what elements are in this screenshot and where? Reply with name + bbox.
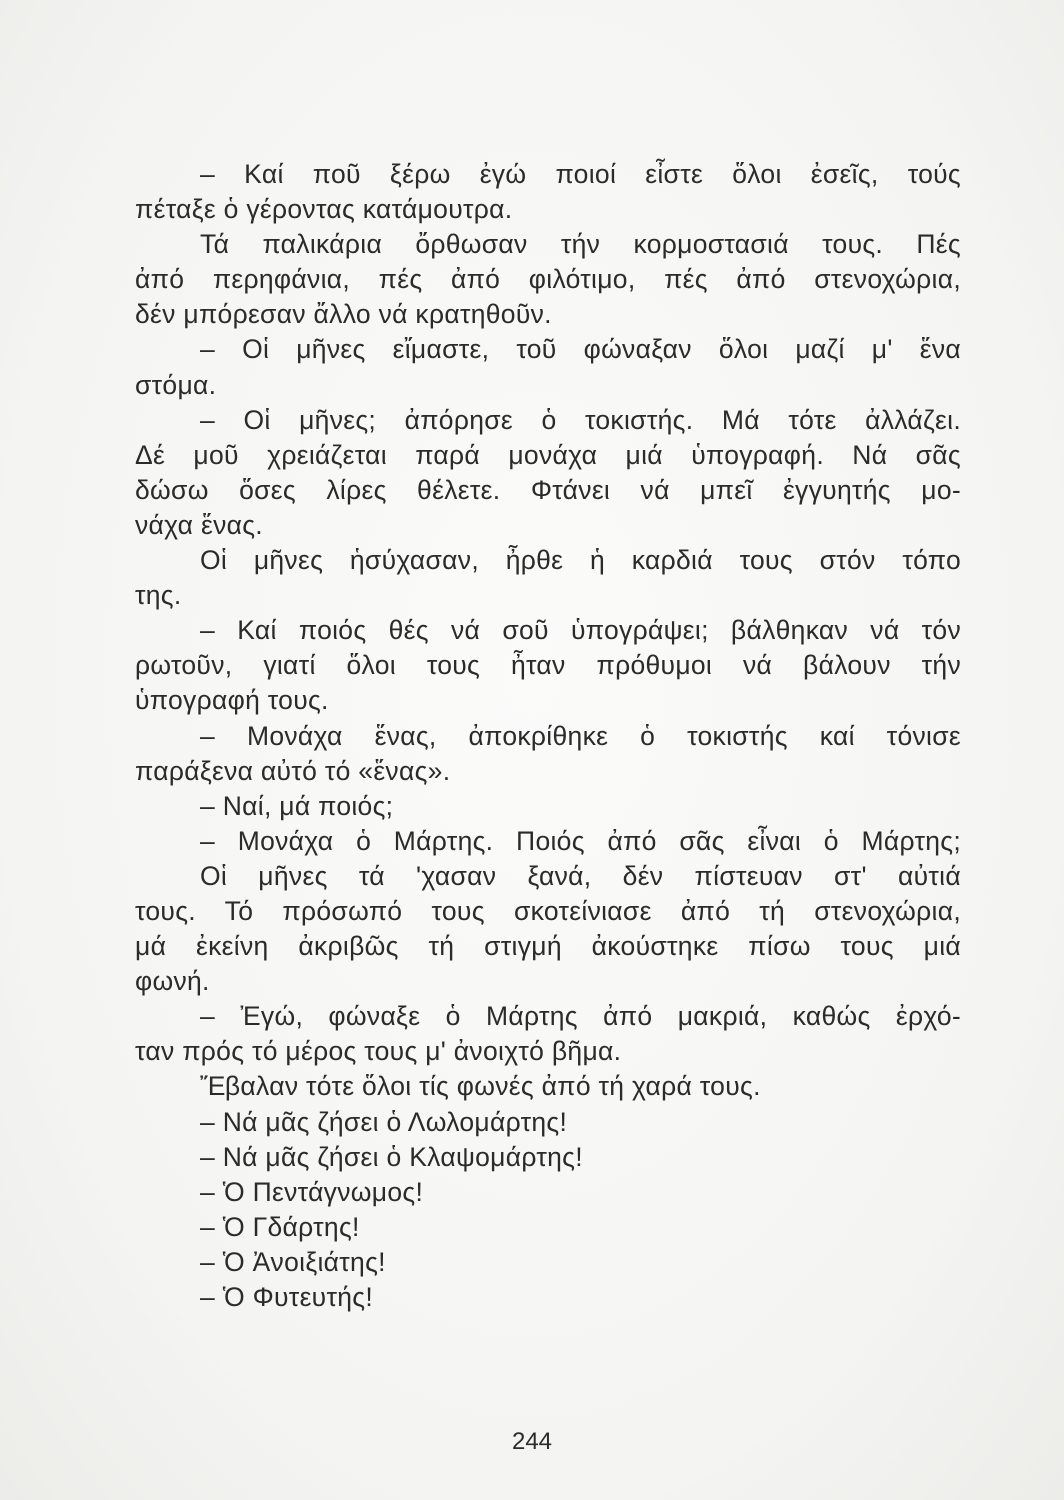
text-line: – Νά μᾶς ζήσει ὁ Κλαψομάρτης! xyxy=(200,1141,583,1172)
text-line: – Καί ποιός θές νά σοῦ ὑπογράψει; βάλθηκαν νά τόν xyxy=(200,615,961,646)
text-line: τους. Τό πρόσωπό τους σκοτείνιασε ἀπό τή στενοχώρια, xyxy=(135,895,961,926)
page-number: 244 xyxy=(511,1428,553,1455)
text-line: δέν μπόρεσαν ἄλλο νά κρατηθοῦν. xyxy=(135,299,552,330)
text-line: – Ὁ Πεντάγνωμος! xyxy=(200,1176,424,1207)
body-text xyxy=(135,157,961,1315)
text-line: – Νά μᾶς ζήσει ὁ Λωλομάρτης! xyxy=(200,1106,568,1137)
text-line: ὑπογραφή τους. xyxy=(135,685,329,716)
text-line: μά ἐκείνη ἀκριβῶς τή στιγμή ἀκούστηκε πίσω τους μιά xyxy=(135,931,961,962)
text-line: – Μονάχα ὁ Μάρτης. Ποιός ἀπό σᾶς εἶναι ὁ Μάρτης; xyxy=(200,825,961,856)
text-line: νάχα ἕνας. xyxy=(135,509,263,540)
text-line: – Ἐγώ, φώναξε ὁ Μάρτης ἀπό μακριά, καθώς ἐρχό- xyxy=(200,1001,961,1032)
text-line: δώσω ὅσες λίρες θέλετε. Φτάνει νά μπεῖ ἐγγυητής μο- xyxy=(135,474,961,505)
text-line: – Ὁ Γδάρτης! xyxy=(200,1211,360,1242)
text-line: Οἱ μῆνες τά 'χασαν ξανά, δέν πίστευαν στ' αὐτιά xyxy=(200,860,961,891)
text-line: – Οἱ μῆνες; ἀπόρησε ὁ τοκιστής. Μά τότε ἀλλάζει. xyxy=(200,404,961,435)
text-line: Δέ μοῦ χρειάζεται παρά μονάχα μιά ὑπογραφή. Νά σᾶς xyxy=(135,439,961,470)
text-line: ρωτοῦν, γιατί ὅλοι τους ἦταν πρόθυμοι νά βάλουν τήν xyxy=(135,650,961,681)
text-line: φωνή. xyxy=(135,966,210,997)
text-line: της. xyxy=(135,580,182,611)
text-line: πέταξε ὁ γέροντας κατάμουτρα. xyxy=(135,194,513,225)
text-line: – Ὁ Ἀνοιξιάτης! xyxy=(200,1246,386,1277)
text-line: στόμα. xyxy=(135,369,217,400)
text-line: παράξενα αὐτό τό «ἕνας». xyxy=(135,755,451,786)
text-line: – Μονάχα ἕνας, ἀποκρίθηκε ὁ τοκιστής καί τόνισε xyxy=(200,720,961,751)
text-line: Οἱ μῆνες ἡσύχασαν, ἦρθε ἡ καρδιά τους στόν τόπο xyxy=(200,545,961,576)
text-line: – Ὁ Φυτευτής! xyxy=(200,1282,374,1312)
text-line: – Ναί, μά ποιός; xyxy=(200,790,394,821)
text-line: ταν πρός τό μέρος τους μ' ἀνοιχτό βῆμα. xyxy=(135,1036,622,1067)
text-line: ἀπό περηφάνια, πές ἀπό φιλότιμο, πές ἀπό στενοχώρια, xyxy=(135,264,961,295)
text-line: – Οἱ μῆνες εἴμαστε, τοῦ φώναξαν ὅλοι μαζί μ' ἕνα xyxy=(200,334,961,365)
text-line: – Καί ποῦ ξέρω ἐγώ ποιοί εἶστε ὅλοι ἐσεῖς, τούς xyxy=(200,159,961,189)
text-line: Τά παλικάρια ὄρθωσαν τήν κορμοστασιά τους. Πές xyxy=(200,229,961,260)
text-line: Ἔβαλαν τότε ὅλοι τίς φωνές ἀπό τή χαρά τους. xyxy=(200,1071,761,1102)
